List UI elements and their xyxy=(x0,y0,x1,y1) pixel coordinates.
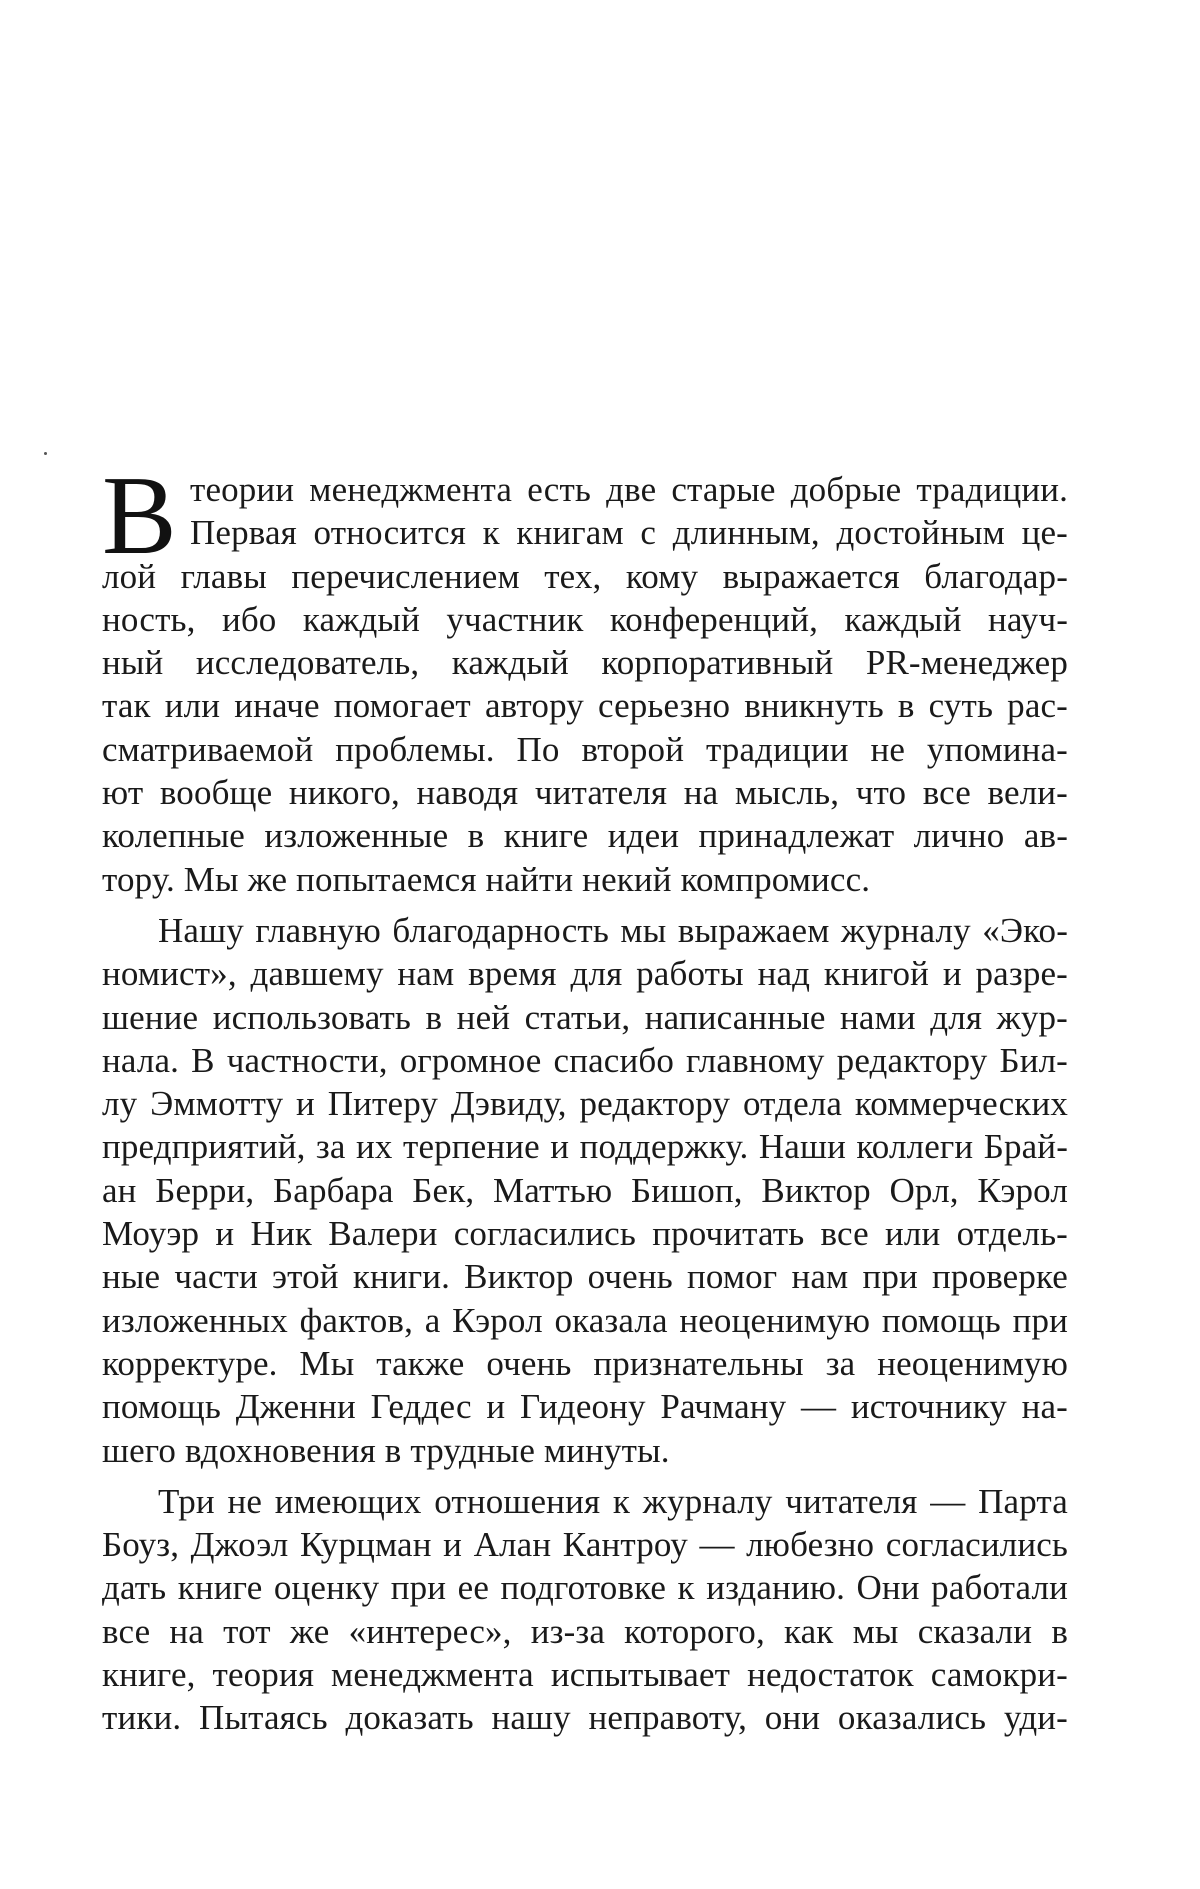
paragraph-2 xyxy=(102,909,1068,1472)
paragraph-spacer xyxy=(102,901,1068,909)
paragraph-1 xyxy=(102,468,1068,901)
text-line: все на тот же «интерес», из-за которого, как мы сказали в xyxy=(102,1611,1068,1651)
text-line: Боуз, Джоэл Курцман и Алан Кантроу — любезно согласились xyxy=(102,1525,1068,1565)
text-line: Моуэр и Ник Валери согласились прочитать все или отдель- xyxy=(102,1214,1068,1254)
text-line: Нашу главную благодарность мы выражаем журналу «Эко- xyxy=(158,910,1068,950)
text-line: Три не имеющих отношения к журналу читателя — Парта xyxy=(158,1481,1068,1521)
text-line: тору. Мы же попытаемся найти некий компромисс. xyxy=(102,859,871,899)
text-line: ный исследователь, каждый корпоративный PR-менеджер xyxy=(102,643,1068,683)
text-line: номист», давшему нам время для работы над книгой и разре- xyxy=(102,954,1068,994)
text-line: ют вообще никого, наводя читателя на мысль, что все вели- xyxy=(102,773,1068,813)
text-line: сматриваемой проблемы. По второй традиции не упомина- xyxy=(102,729,1068,769)
text-line: ан Берри, Барбара Бек, Маттью Бишоп, Виктор Орл, Кэрол xyxy=(102,1170,1068,1210)
text-line: изложенных фактов, а Кэрол оказала неоценимую помощь при xyxy=(102,1300,1068,1340)
text-line: тики. Пытаясь доказать нашу неправоту, они оказались уди- xyxy=(102,1698,1068,1738)
text-line: книге, теория менеджмента испытывает недостаток самокри- xyxy=(102,1655,1068,1695)
text-line: теории менеджмента есть две старые добрые традиции. xyxy=(190,470,1068,509)
text-line: лой главы перечислением тех, кому выражается благодар- xyxy=(102,556,1068,596)
page-body-text xyxy=(102,454,1068,1740)
text-line: ные части этой книги. Виктор очень помог нам при проверке xyxy=(102,1257,1068,1297)
text-line: дать книге оценку при ее подготовке к изданию. Они работали xyxy=(102,1568,1068,1608)
paragraph-spacer xyxy=(102,1472,1068,1480)
paragraph-3 xyxy=(102,1480,1068,1740)
drop-cap: В xyxy=(102,454,177,578)
text-line: ность, ибо каждый участник конференций, каждый науч- xyxy=(102,599,1068,639)
text-line: предприятий, за их терпение и поддержку. Наши коллеги Брай- xyxy=(102,1127,1068,1167)
text-line: Первая относится к книгам с длинным, достойным це- xyxy=(190,513,1068,553)
text-line: лу Эммотту и Питеру Дэвиду, редактору отдела коммерческих xyxy=(102,1084,1068,1124)
text-line: помощь Дженни Геддес и Гидеону Рачману — источнику на- xyxy=(102,1387,1068,1427)
text-line: нала. В частности, огромное спасибо главному редактору Бил- xyxy=(102,1040,1068,1080)
text-line: шего вдохновения в трудные минуты. xyxy=(102,1430,670,1470)
text-line: шение использовать в ней статьи, написанные нами для жур- xyxy=(102,997,1068,1037)
scan-speck xyxy=(44,452,47,455)
text-line: корректуре. Мы также очень признательны за неоценимую xyxy=(102,1343,1068,1383)
text-line: так или иначе помогает автору серьезно вникнуть в суть рас- xyxy=(102,686,1068,726)
text-line: колепные изложенные в книге идеи принадлежат лично ав- xyxy=(102,816,1068,856)
